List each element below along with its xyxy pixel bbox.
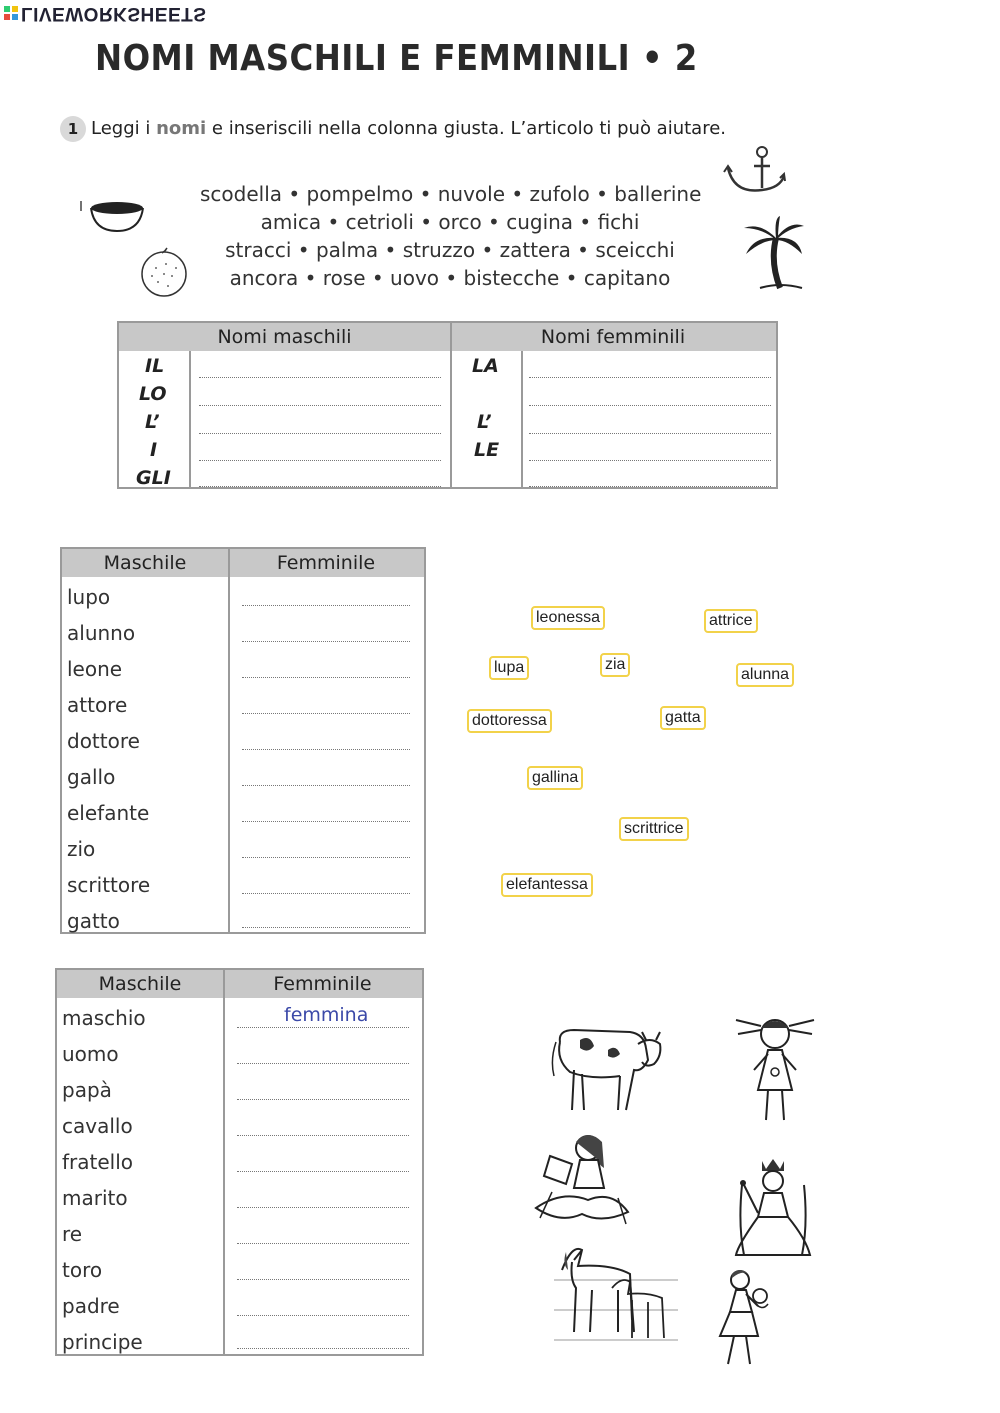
word-chip-lupa[interactable]: lupa — [489, 656, 529, 680]
word-chip-alunna[interactable]: alunna — [736, 663, 794, 687]
male-word: uomo — [62, 1042, 119, 1066]
answer-line[interactable] — [237, 1207, 409, 1208]
answer-line[interactable] — [242, 893, 410, 894]
bowl-icon — [78, 195, 148, 235]
header-femminile: Femminile — [223, 970, 422, 998]
answer-line-f1[interactable] — [529, 377, 771, 378]
site-logo — [4, 2, 206, 24]
answer-line[interactable] — [242, 927, 410, 928]
answer-line-m4[interactable] — [199, 460, 441, 461]
queen-icon — [728, 1155, 818, 1260]
word-chip-dottoressa[interactable]: dottoressa — [467, 709, 552, 733]
male-word: maschio — [62, 1006, 146, 1030]
instruction-highlight: nomi — [156, 118, 207, 139]
article-l-apostrophe: L’ — [145, 411, 160, 433]
answer-line-f4[interactable] — [529, 460, 771, 461]
answer-line[interactable] — [242, 713, 410, 714]
male-word: gatto — [67, 909, 120, 933]
male-word: dottore — [67, 729, 140, 753]
male-word: elefante — [67, 801, 150, 825]
cow-icon — [550, 1020, 665, 1115]
answer-line[interactable] — [237, 1027, 409, 1028]
mother-reading-icon — [532, 1128, 632, 1230]
article-i: I — [150, 439, 158, 461]
gender-table-1 — [60, 547, 426, 934]
answer-line-f2[interactable] — [529, 405, 771, 406]
answer-line[interactable] — [237, 1279, 409, 1280]
article-le: LE — [474, 439, 500, 461]
answer-line[interactable] — [242, 677, 410, 678]
gender-table-2 — [55, 968, 424, 1356]
header-maschile: Maschile — [57, 970, 223, 998]
answer-line[interactable] — [237, 1348, 409, 1349]
article-la: LA — [472, 355, 499, 377]
male-word: zio — [67, 837, 96, 861]
word-chip-leonessa[interactable]: leonessa — [531, 606, 605, 630]
logo-mark-icon — [4, 6, 18, 20]
male-word: principe — [62, 1330, 143, 1354]
male-word: lupo — [67, 585, 111, 609]
article-lo: LO — [139, 383, 167, 405]
header-femminile: Femminile — [228, 549, 424, 577]
word-line: ancora • rose • uovo • bistecche • capitano — [229, 266, 671, 290]
article-il: IL — [145, 355, 165, 377]
answer-line[interactable] — [237, 1099, 409, 1100]
male-word: fratello — [62, 1150, 134, 1174]
palm-tree-icon — [740, 216, 806, 292]
exercise-number: 1 — [60, 116, 86, 142]
divider — [521, 351, 523, 487]
logo-text: LIVEWORKSHEETS — [21, 3, 207, 24]
instruction — [60, 116, 726, 142]
nouns-table — [117, 321, 778, 489]
male-word: leone — [67, 657, 123, 681]
answer-line-f5[interactable] — [529, 486, 771, 487]
word-chip-scrittrice[interactable]: scrittrice — [619, 817, 689, 841]
answer-line-m3[interactable] — [199, 433, 441, 434]
answer-line-m5[interactable] — [199, 486, 441, 487]
instruction-text-before: Leggi i — [91, 118, 157, 139]
instruction-text-after: e inseriscili nella colonna giusta. L’articolo ti può aiutare. — [206, 118, 727, 139]
page-title: NOMI MASCHILI E FEMMINILI • 2 — [95, 38, 698, 79]
header-maschile: Maschile — [62, 549, 228, 577]
header-male-nouns: Nomi maschili — [119, 323, 450, 351]
male-word: cavallo — [62, 1114, 133, 1138]
divider — [450, 323, 452, 487]
answer-line[interactable] — [242, 785, 410, 786]
word-line: scodella • pompelmo • nuvole • zufolo • ballerine — [200, 182, 702, 206]
example-answer[interactable]: femmina — [284, 1004, 369, 1026]
male-word: toro — [62, 1258, 103, 1282]
word-list — [200, 180, 700, 292]
answer-line[interactable] — [237, 1135, 409, 1136]
male-word: alunno — [67, 621, 136, 645]
divider — [223, 970, 225, 1354]
word-chip-elefantessa[interactable]: elefantessa — [501, 873, 593, 897]
male-word: re — [62, 1222, 83, 1246]
divider — [189, 351, 191, 487]
horses-icon — [552, 1240, 680, 1352]
article-gli: GLI — [136, 467, 171, 489]
word-chip-gatta[interactable]: gatta — [660, 706, 706, 730]
male-word: attore — [67, 693, 128, 717]
word-line: stracci • palma • struzzo • zattera • sceicchi — [225, 238, 675, 262]
male-word: marito — [62, 1186, 128, 1210]
answer-line[interactable] — [237, 1315, 409, 1316]
answer-line[interactable] — [242, 857, 410, 858]
answer-line[interactable] — [237, 1243, 409, 1244]
grapefruit-icon — [136, 246, 192, 298]
anchor-icon — [722, 144, 788, 200]
answer-line[interactable] — [237, 1171, 409, 1172]
answer-line[interactable] — [237, 1063, 409, 1064]
answer-line-f3[interactable] — [529, 433, 771, 434]
word-line: amica • cetrioli • orco • cugina • fichi — [260, 210, 640, 234]
mother-child-icon — [712, 1266, 776, 1368]
word-chip-zia[interactable]: zia — [600, 653, 630, 677]
answer-line[interactable] — [242, 821, 410, 822]
answer-line-m1[interactable] — [199, 377, 441, 378]
male-word: scrittore — [67, 873, 151, 897]
divider — [228, 549, 230, 932]
male-word: papà — [62, 1078, 112, 1102]
girl-icon — [730, 1010, 820, 1125]
header-female-nouns: Nomi femminili — [450, 323, 776, 351]
answer-line[interactable] — [242, 749, 410, 750]
article-l-apostrophe-f: L’ — [477, 411, 492, 433]
word-chip-gallina[interactable]: gallina — [527, 766, 583, 790]
answer-line[interactable] — [242, 641, 410, 642]
answer-line[interactable] — [242, 605, 410, 606]
answer-line-m2[interactable] — [199, 405, 441, 406]
male-word: gallo — [67, 765, 116, 789]
male-word: padre — [62, 1294, 120, 1318]
word-chip-attrice[interactable]: attrice — [704, 609, 758, 633]
